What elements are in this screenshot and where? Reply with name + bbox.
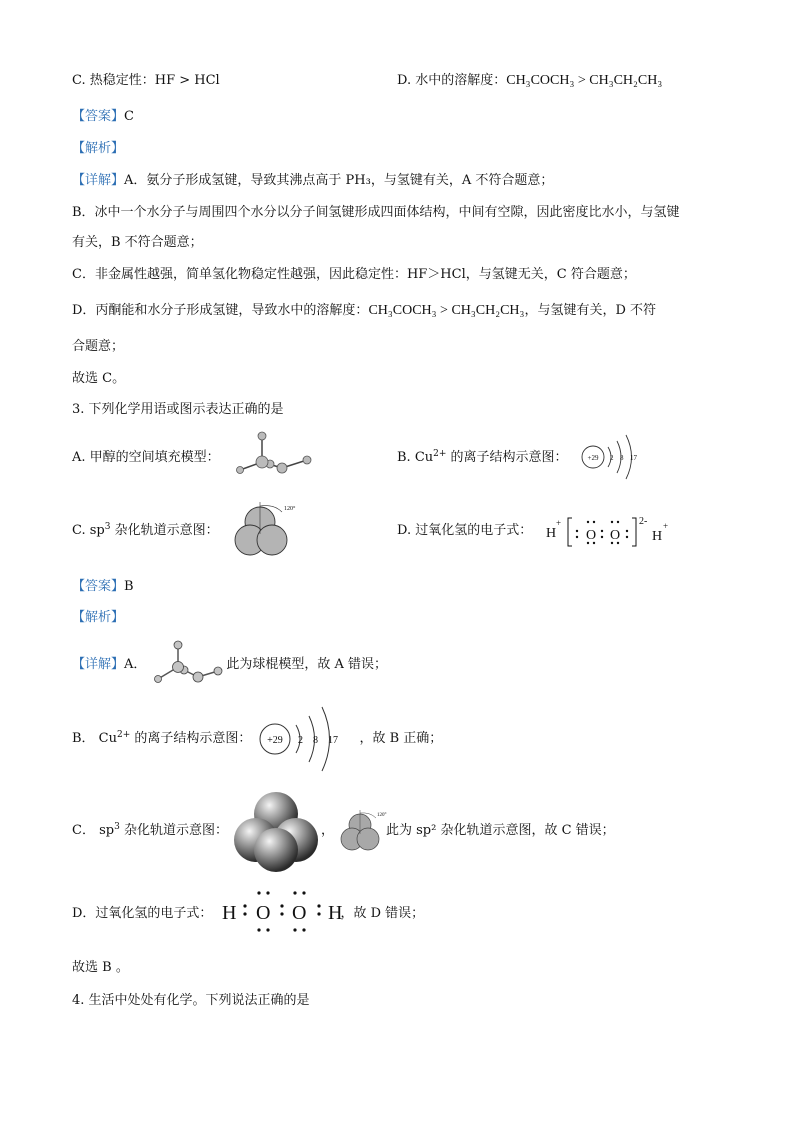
- h-left-charge: +: [556, 518, 562, 528]
- q3-detail-d-prefix: D．过氧化氢的电子式：: [72, 906, 213, 921]
- q2-option-d-lhs: CH₃COCH₃: [506, 73, 575, 88]
- q3-detail-a-text: 此为球棍模型，故 A 错误；: [226, 657, 388, 672]
- q2-detail-b2: 有关，B 不符合题意；: [72, 235, 203, 250]
- q3-detail-b-prefix: B． Cu: [72, 731, 118, 746]
- answer-value: B: [124, 579, 134, 594]
- ion-shell-2: 8: [620, 454, 624, 462]
- q3-option-b: [397, 449, 568, 467]
- q2-option-d-rhs: CH₃CH₂CH₃: [589, 73, 663, 88]
- ion-shell-3: 17: [328, 735, 338, 746]
- sp3-orbital-figure: [232, 790, 322, 874]
- q3-option-c-sup: 3: [104, 522, 111, 532]
- ion-shell-3: 17: [630, 454, 637, 462]
- q2-detail-b1: B．冰中一个水分子与周围四个水分以分子间氢键形成四面体结构，中间有空隙，因此密度比水小，与氢键: [72, 205, 680, 220]
- q2-option-c: C. 热稳定性：HF > HCl: [72, 73, 220, 88]
- q2-answer: [72, 108, 134, 126]
- q3-option-c-prefix: C. sp: [72, 523, 105, 538]
- cu-ion-diagram-large: [258, 703, 356, 775]
- q2-detail-d2: 合题意；: [72, 339, 125, 354]
- o-left: O: [256, 902, 271, 924]
- sp2-orbital-small-figure: [338, 808, 394, 856]
- answer-value: C: [124, 109, 134, 124]
- answer-tag: 【答案】: [72, 109, 125, 124]
- q2-option-d-op: >: [574, 73, 590, 88]
- peroxide-wrong-formula: [544, 512, 678, 552]
- h-left: H: [546, 526, 557, 541]
- o-right: O: [292, 902, 307, 924]
- q3-option-c-suffix: 杂化轨道示意图：: [110, 523, 219, 538]
- ion-nucleus-label: +29: [587, 454, 599, 462]
- q2-conclusion: 故选 C。: [72, 371, 126, 386]
- h-right: H: [652, 529, 663, 544]
- answer-tag: 【答案】: [72, 579, 125, 594]
- q2-analysis-tag: 【解析】: [72, 141, 125, 156]
- detail-tag: 【详解】: [72, 657, 125, 672]
- q2-option-d-prefix: D. 水中的溶解度：: [397, 73, 507, 88]
- q3-detail-a-label: A．: [124, 657, 147, 672]
- sp2-orbital-figure: [232, 498, 302, 560]
- q3-option-b-suffix: 的离子结构示意图：: [446, 450, 568, 465]
- orbital-angle-label: 120°: [284, 506, 296, 512]
- o-right: O: [610, 528, 621, 543]
- h-right: H: [328, 902, 343, 924]
- q2-detail-d1-chem: CH₃COCH₃ > CH₃CH₂CH₃: [368, 303, 525, 318]
- q3-conclusion: 故选 B 。: [72, 960, 129, 975]
- q2-detail-c: C．非金属性越强，简单氢化物稳定性越强，因此稳定性：HF＞HCl，与氢键无关，C 符合题意；: [72, 267, 636, 282]
- ball-stick-model-figure: [150, 637, 230, 687]
- ion-nucleus-label: +29: [267, 735, 283, 746]
- q2-detail-a-text: A．氨分子形成氢键，导致其沸点高于 PH₃，与氢键有关，A 不符合题意；: [124, 173, 554, 188]
- q3-stem: 3. 下列化学用语或图示表达正确的是: [72, 402, 284, 417]
- q2-detail-d1-post: ，与氢键有关，D 不符: [524, 303, 656, 318]
- q2-detail-d1: [72, 302, 656, 320]
- ion-shell-2: 8: [313, 735, 318, 746]
- q3-option-b-prefix: B. Cu: [397, 450, 434, 465]
- q3-detail-b-text: ，故 B 正确；: [359, 731, 443, 746]
- q3-analysis-tag: 【解析】: [72, 610, 125, 625]
- cu-ion-diagram-small: [580, 430, 650, 480]
- q3-detail-c-text: 此为 sp² 杂化轨道示意图，故 C 错误；: [385, 823, 615, 838]
- q3-detail-c-suffix: 杂化轨道示意图：: [119, 823, 228, 838]
- detail-tag: 【详解】: [72, 173, 125, 188]
- h-right-charge: +: [663, 521, 669, 531]
- h-left: H: [222, 902, 237, 924]
- q2-detail-a: [72, 172, 553, 190]
- ion-shell-1: 2: [610, 454, 614, 462]
- q4-stem: 4. 生活中处处有化学。下列说法正确的是: [72, 993, 310, 1008]
- q3-option-d: D. 过氧化氢的电子式：: [397, 523, 533, 538]
- orbital-angle-label: 120°: [377, 813, 387, 818]
- ion-shell-1: 2: [298, 735, 303, 746]
- q3-answer: [72, 578, 134, 596]
- q3-detail-c-comma: ，: [320, 823, 334, 838]
- o-left: O: [586, 528, 597, 543]
- q3-detail-b-suffix: 的离子结构示意图：: [130, 731, 252, 746]
- q2-option-d: [397, 72, 662, 90]
- q3-option-a: A. 甲醇的空间填充模型：: [72, 450, 220, 465]
- q3-detail-b-sup: 2+: [117, 730, 131, 740]
- q3-option-c: [72, 522, 219, 540]
- q3-detail-c-prefix: C． sp: [72, 823, 115, 838]
- q3-detail-d-text: ，故 D 错误；: [340, 906, 425, 921]
- q3-option-b-sup: 2+: [433, 449, 447, 459]
- peroxide-right-formula: [218, 886, 348, 936]
- methanol-model-figure: [232, 430, 322, 478]
- q2-detail-d1-pre: D．丙酮能和水分子形成氢键，导致水中的溶解度：: [72, 303, 369, 318]
- q3-detail-c-sup: 3: [114, 822, 120, 832]
- peroxide-charge: 2-: [639, 516, 648, 527]
